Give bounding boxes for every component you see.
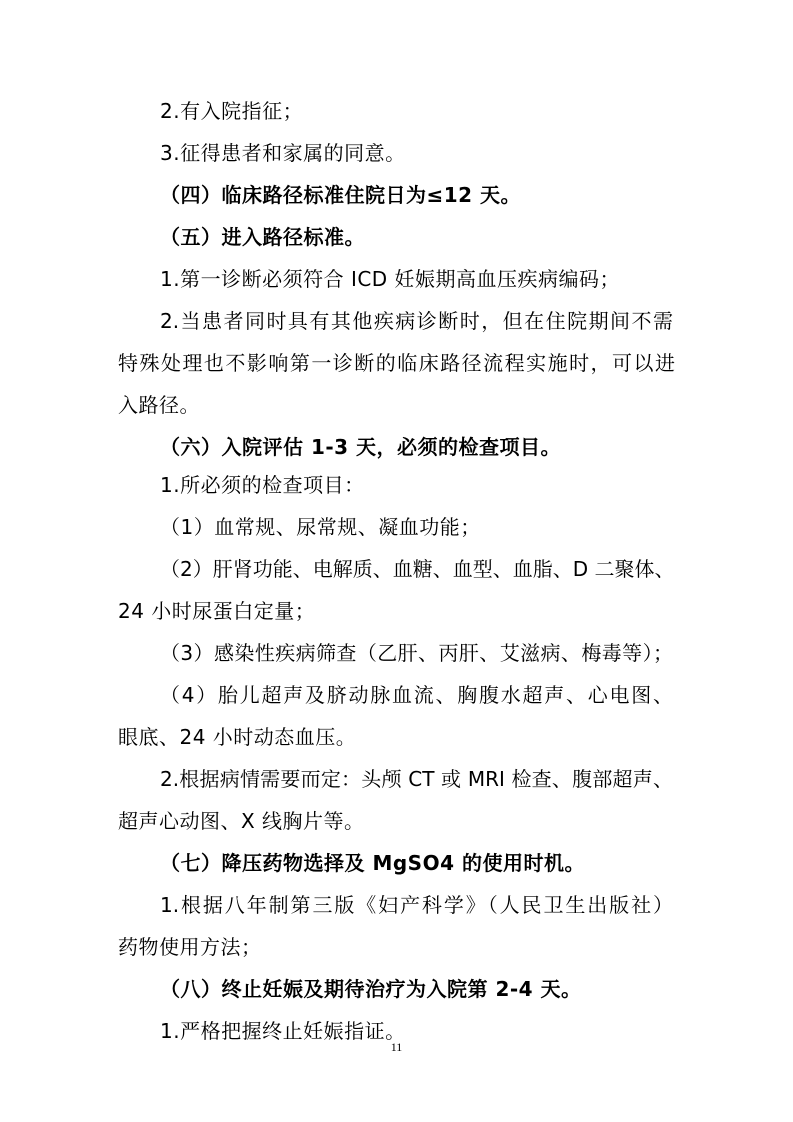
text-line: （4）胎儿超声及脐动脉血流、胸腹水超声、心电图、 [160, 683, 673, 707]
text-line: 1.根据八年制第三版《妇产科学》（人民卫生出版社） [160, 893, 673, 917]
section-heading: （七）降压药物选择及 MgSO4 的使用时机。 [160, 851, 585, 875]
text-line: 2.有入院指征； [160, 99, 304, 123]
text-line: 1.第一诊断必须符合 ICD 妊娠期高血压疾病编码； [160, 267, 621, 291]
text-line: （2）肝肾功能、电解质、血糖、血型、血脂、D 二聚体、 [160, 557, 675, 581]
text-line: 2.当患者同时具有其他疾病诊断时，但在住院期间不需 [160, 309, 673, 333]
text-line: 2.根据病情需要而定：头颅 CT 或 MRI 检查、腹部超声、 [160, 767, 673, 791]
text-line: 入路径。 [118, 393, 200, 417]
text-line: （1）血常规、尿常规、凝血功能； [160, 515, 481, 539]
text-line: 3.征得患者和家属的同意。 [160, 141, 406, 165]
text-line: 1.所必须的检查项目： [160, 473, 365, 497]
page-number: 11 [390, 1040, 403, 1054]
text-line: 特殊处理也不影响第一诊断的临床路径流程实施时，可以进 [118, 351, 675, 375]
section-heading: （八）终止妊娠及期待治疗为入院第 2-4 天。 [160, 977, 582, 1001]
text-line: 眼底、24 小时动态血压。 [118, 725, 357, 749]
section-heading: （四）临床路径标准住院日为≤12 天。 [160, 183, 522, 207]
section-heading: （六）入院评估 1-3 天，必须的检查项目。 [160, 435, 562, 459]
text-line: 24 小时尿蛋白定量； [118, 599, 316, 623]
text-line: 1.严格把握终止妊娠指证。 [160, 1019, 406, 1043]
text-line: 药物使用方法； [118, 935, 262, 959]
section-heading: （五）进入路径标准。 [160, 225, 365, 249]
text-line: （3）感染性疾病筛查（乙肝、丙肝、艾滋病、梅毒等）； [160, 641, 673, 665]
text-line: 超声心动图、X 线胸片等。 [118, 809, 365, 833]
